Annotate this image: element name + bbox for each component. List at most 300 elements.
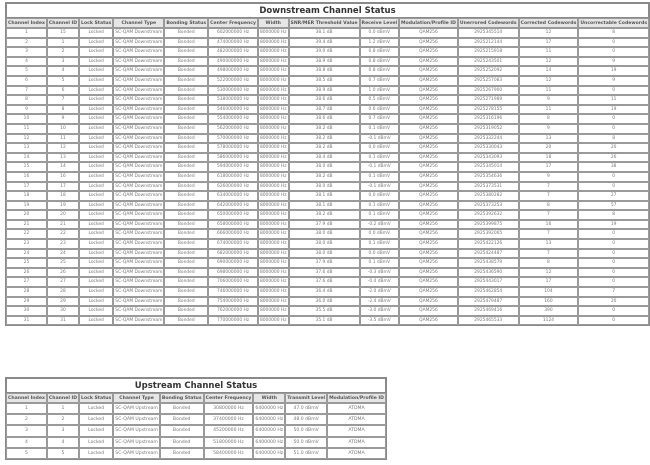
downstream-header-row bbox=[6, 18, 649, 28]
downstream-cell-channel-type: SC-QAM Downstream bbox=[113, 277, 164, 287]
downstream-cell-channel-type: SC-QAM Downstream bbox=[113, 316, 164, 326]
upstream-cell-center-frequency: 45200000 Hz bbox=[204, 425, 254, 436]
downstream-cell-uncorrectable-codewords: 0 bbox=[578, 239, 649, 249]
upstream-cell-transmit-level: 50.0 dBmV bbox=[285, 437, 327, 448]
downstream-cell-uncorrectable-codewords: 19 bbox=[578, 105, 649, 115]
downstream-cell-channel-id: 26 bbox=[47, 268, 79, 278]
downstream-cell-uncorrectable-codewords: 27 bbox=[578, 191, 649, 201]
upstream-cell-lock-status: Locked bbox=[79, 448, 113, 459]
downstream-cell-receive-level: 0.5 dBmV bbox=[360, 95, 400, 105]
downstream-cell-modulation-profile-id: QAM256 bbox=[399, 86, 458, 96]
downstream-cell-channel-type: SC-QAM Downstream bbox=[113, 201, 164, 211]
downstream-cell-corrected-codewords: 390 bbox=[519, 306, 579, 316]
upstream-cell-channel-type: SC-QAM Upstream bbox=[113, 448, 160, 459]
downstream-cell-lock-status: Locked bbox=[79, 105, 113, 115]
downstream-cell-receive-level: 0.8 dBmV bbox=[360, 47, 400, 57]
downstream-cell-receive-level: 0.1 dBmV bbox=[360, 239, 400, 249]
downstream-cell-unerrored-codewords: 2925271989 bbox=[458, 95, 519, 105]
downstream-cell-width: 8000000 Hz bbox=[258, 114, 289, 124]
downstream-column-header-receive-level: Receive Level bbox=[360, 18, 400, 28]
upstream-column-header-center-frequency: Center Frequency bbox=[204, 393, 254, 403]
downstream-cell-uncorrectable-codewords: 11 bbox=[578, 95, 649, 105]
downstream-cell-bonding-status: Bonded bbox=[164, 220, 208, 230]
upstream-cell-channel-type: SC-QAM Upstream bbox=[113, 414, 160, 425]
downstream-cell-uncorrectable-codewords: 0 bbox=[578, 124, 649, 134]
downstream-cell-channel-index: 12 bbox=[6, 134, 47, 144]
downstream-cell-uncorrectable-codewords: 8 bbox=[578, 134, 649, 144]
downstream-cell-width: 8000000 Hz bbox=[258, 86, 289, 96]
downstream-cell-center-frequency: 530000000 Hz bbox=[208, 86, 258, 96]
downstream-table-row bbox=[6, 182, 649, 192]
downstream-table-row bbox=[6, 287, 649, 297]
downstream-cell-snr-mer-threshold-value: 38.1 dB bbox=[289, 28, 360, 38]
downstream-cell-uncorrectable-codewords: 0 bbox=[578, 86, 649, 96]
downstream-cell-width: 8000000 Hz bbox=[258, 153, 289, 163]
downstream-cell-channel-id: 12 bbox=[47, 143, 79, 153]
downstream-cell-uncorrectable-codewords: 9 bbox=[578, 76, 649, 86]
downstream-table-row bbox=[6, 114, 649, 124]
downstream-cell-channel-type: SC-QAM Downstream bbox=[113, 153, 164, 163]
downstream-table-row bbox=[6, 47, 649, 57]
downstream-cell-snr-mer-threshold-value: 35.1 dB bbox=[289, 316, 360, 326]
upstream-table-row bbox=[6, 414, 386, 425]
upstream-cell-channel-id: 4 bbox=[47, 437, 79, 448]
downstream-cell-corrected-codewords: 13 bbox=[519, 239, 579, 249]
upstream-cell-bonding-status: Bonded bbox=[160, 425, 204, 436]
upstream-cell-channel-type: SC-QAM Upstream bbox=[113, 437, 160, 448]
downstream-cell-receive-level: 0.6 dBmV bbox=[360, 105, 400, 115]
downstream-cell-width: 8000000 Hz bbox=[258, 66, 289, 76]
downstream-cell-channel-id: 31 bbox=[47, 316, 79, 326]
downstream-cell-corrected-codewords: 7 bbox=[519, 210, 579, 220]
downstream-cell-lock-status: Locked bbox=[79, 95, 113, 105]
downstream-column-header-channel-index: Channel Index bbox=[6, 18, 47, 28]
downstream-cell-snr-mer-threshold-value: 36.0 dB bbox=[289, 297, 360, 307]
downstream-column-header-modulation-profile-id: Modulation/Profile ID bbox=[399, 18, 458, 28]
downstream-cell-channel-type: SC-QAM Downstream bbox=[113, 95, 164, 105]
downstream-cell-snr-mer-threshold-value: 38.7 dB bbox=[289, 105, 360, 115]
upstream-column-header-transmit-level: Transmit Level bbox=[285, 393, 327, 403]
downstream-cell-channel-index: 7 bbox=[6, 86, 47, 96]
downstream-cell-receive-level: 0.8 dBmV bbox=[360, 57, 400, 67]
downstream-cell-lock-status: Locked bbox=[79, 268, 113, 278]
downstream-cell-channel-id: 7 bbox=[47, 95, 79, 105]
upstream-column-header-modulation-profile-id: Modulation/Profile ID bbox=[327, 393, 386, 403]
downstream-cell-channel-type: SC-QAM Downstream bbox=[113, 57, 164, 67]
downstream-cell-center-frequency: 482000000 Hz bbox=[208, 47, 258, 57]
downstream-cell-unerrored-codewords: 2925330043 bbox=[458, 143, 519, 153]
downstream-cell-snr-mer-threshold-value: 38.6 dB bbox=[289, 114, 360, 124]
downstream-cell-lock-status: Locked bbox=[79, 258, 113, 268]
downstream-cell-bonding-status: Bonded bbox=[164, 124, 208, 134]
downstream-cell-channel-id: 5 bbox=[47, 76, 79, 86]
upstream-table-row bbox=[6, 448, 386, 459]
downstream-cell-center-frequency: 650000000 Hz bbox=[208, 210, 258, 220]
downstream-cell-lock-status: Locked bbox=[79, 249, 113, 259]
downstream-cell-unerrored-codewords: 2925319052 bbox=[458, 124, 519, 134]
downstream-cell-modulation-profile-id: QAM256 bbox=[399, 229, 458, 239]
downstream-cell-modulation-profile-id: QAM256 bbox=[399, 220, 458, 230]
downstream-cell-center-frequency: 666000000 Hz bbox=[208, 229, 258, 239]
downstream-cell-unerrored-codewords: 2925252092 bbox=[458, 66, 519, 76]
downstream-cell-modulation-profile-id: QAM256 bbox=[399, 258, 458, 268]
downstream-cell-center-frequency: 642000000 Hz bbox=[208, 201, 258, 211]
downstream-cell-channel-type: SC-QAM Downstream bbox=[113, 268, 164, 278]
downstream-cell-bonding-status: Bonded bbox=[164, 249, 208, 259]
downstream-cell-receive-level: 1.2 dBmV bbox=[360, 38, 400, 48]
downstream-table-row bbox=[6, 105, 649, 115]
downstream-cell-width: 8000000 Hz bbox=[258, 268, 289, 278]
downstream-cell-corrected-codewords: 7 bbox=[519, 249, 579, 259]
downstream-cell-corrected-codewords: 7 bbox=[519, 191, 579, 201]
downstream-cell-lock-status: Locked bbox=[79, 57, 113, 67]
downstream-cell-receive-level: 0.7 dBmV bbox=[360, 76, 400, 86]
downstream-cell-receive-level: 0.0 dBmV bbox=[360, 229, 400, 239]
downstream-cell-lock-status: Locked bbox=[79, 66, 113, 76]
downstream-cell-modulation-profile-id: QAM256 bbox=[399, 268, 458, 278]
downstream-cell-uncorrectable-codewords: 9 bbox=[578, 57, 649, 67]
upstream-cell-channel-id: 2 bbox=[47, 414, 79, 425]
downstream-table-row bbox=[6, 277, 649, 287]
downstream-cell-modulation-profile-id: QAM256 bbox=[399, 210, 458, 220]
downstream-cell-receive-level: -3.0 dBmV bbox=[360, 306, 400, 316]
downstream-cell-channel-id: 17 bbox=[47, 182, 79, 192]
downstream-cell-uncorrectable-codewords: 7 bbox=[578, 287, 649, 297]
downstream-cell-unerrored-codewords: 2925436590 bbox=[458, 268, 519, 278]
downstream-cell-channel-type: SC-QAM Downstream bbox=[113, 220, 164, 230]
downstream-cell-lock-status: Locked bbox=[79, 316, 113, 326]
upstream-cell-bonding-status: Bonded bbox=[160, 403, 204, 414]
downstream-cell-channel-index: 1 bbox=[6, 28, 47, 38]
downstream-table-row bbox=[6, 143, 649, 153]
downstream-column-header-lock-status: Lock Status bbox=[79, 18, 113, 28]
downstream-cell-width: 8000000 Hz bbox=[258, 172, 289, 182]
downstream-cell-snr-mer-threshold-value: 35.5 dB bbox=[289, 306, 360, 316]
downstream-cell-receive-level: 0.8 dBmV bbox=[360, 66, 400, 76]
downstream-cell-modulation-profile-id: QAM256 bbox=[399, 57, 458, 67]
downstream-cell-channel-index: 3 bbox=[6, 47, 47, 57]
downstream-cell-corrected-codewords: 7 bbox=[519, 229, 579, 239]
downstream-cell-uncorrectable-codewords: 26 bbox=[578, 153, 649, 163]
downstream-cell-channel-id: 9 bbox=[47, 114, 79, 124]
downstream-table-row bbox=[6, 258, 649, 268]
downstream-cell-uncorrectable-codewords: 0 bbox=[578, 182, 649, 192]
downstream-cell-channel-id: 3 bbox=[47, 57, 79, 67]
downstream-cell-channel-id: 1 bbox=[47, 38, 79, 48]
downstream-cell-channel-type: SC-QAM Downstream bbox=[113, 28, 164, 38]
downstream-cell-channel-index: 5 bbox=[6, 66, 47, 76]
downstream-cell-bonding-status: Bonded bbox=[164, 182, 208, 192]
downstream-cell-bonding-status: Bonded bbox=[164, 105, 208, 115]
downstream-cell-width: 8000000 Hz bbox=[258, 143, 289, 153]
downstream-cell-uncorrectable-codewords: 38 bbox=[578, 162, 649, 172]
downstream-cell-corrected-codewords: 8 bbox=[519, 201, 579, 211]
downstream-cell-channel-index: 18 bbox=[6, 191, 47, 201]
downstream-cell-bonding-status: Bonded bbox=[164, 86, 208, 96]
downstream-cell-snr-mer-threshold-value: 37.6 dB bbox=[289, 268, 360, 278]
downstream-cell-center-frequency: 562000000 Hz bbox=[208, 124, 258, 134]
downstream-cell-width: 8000000 Hz bbox=[258, 162, 289, 172]
downstream-table-row bbox=[6, 124, 649, 134]
downstream-cell-center-frequency: 658000000 Hz bbox=[208, 220, 258, 230]
downstream-cell-bonding-status: Bonded bbox=[164, 114, 208, 124]
downstream-cell-snr-mer-threshold-value: 38.8 dB bbox=[289, 66, 360, 76]
downstream-cell-bonding-status: Bonded bbox=[164, 162, 208, 172]
downstream-cell-uncorrectable-codewords: 20 bbox=[578, 143, 649, 153]
downstream-cell-modulation-profile-id: QAM256 bbox=[399, 306, 458, 316]
downstream-table-row bbox=[6, 28, 649, 38]
downstream-cell-corrected-codewords: 11 bbox=[519, 105, 579, 115]
downstream-cell-modulation-profile-id: QAM256 bbox=[399, 38, 458, 48]
downstream-cell-width: 8000000 Hz bbox=[258, 229, 289, 239]
downstream-column-header-unerrored-codewords: Unerrored Codewords bbox=[458, 18, 519, 28]
downstream-cell-corrected-codewords: 8 bbox=[519, 114, 579, 124]
downstream-cell-modulation-profile-id: QAM256 bbox=[399, 114, 458, 124]
downstream-cell-channel-id: 4 bbox=[47, 66, 79, 76]
downstream-cell-lock-status: Locked bbox=[79, 201, 113, 211]
downstream-cell-width: 8000000 Hz bbox=[258, 287, 289, 297]
downstream-cell-snr-mer-threshold-value: 38.0 dB bbox=[289, 162, 360, 172]
downstream-cell-corrected-codewords: 12 bbox=[519, 28, 579, 38]
downstream-cell-modulation-profile-id: QAM256 bbox=[399, 153, 458, 163]
downstream-cell-snr-mer-threshold-value: 38.0 dB bbox=[289, 182, 360, 192]
downstream-cell-channel-type: SC-QAM Downstream bbox=[113, 124, 164, 134]
downstream-cell-uncorrectable-codewords: 0 bbox=[578, 316, 649, 326]
downstream-cell-receive-level: -3.5 dBmV bbox=[360, 316, 400, 326]
downstream-cell-uncorrectable-codewords: 57 bbox=[578, 201, 649, 211]
downstream-table-row bbox=[6, 134, 649, 144]
downstream-cell-center-frequency: 690000000 Hz bbox=[208, 258, 258, 268]
upstream-cell-channel-index: 5 bbox=[6, 448, 47, 459]
downstream-cell-snr-mer-threshold-value: 38.1 dB bbox=[289, 201, 360, 211]
downstream-cell-unerrored-codewords: 2925373253 bbox=[458, 201, 519, 211]
downstream-cell-uncorrectable-codewords: 20 bbox=[578, 297, 649, 307]
downstream-cell-center-frequency: 490000000 Hz bbox=[208, 57, 258, 67]
downstream-cell-unerrored-codewords: 2925392065 bbox=[458, 229, 519, 239]
downstream-cell-channel-index: 23 bbox=[6, 239, 47, 249]
upstream-cell-lock-status: Locked bbox=[79, 403, 113, 414]
downstream-cell-lock-status: Locked bbox=[79, 143, 113, 153]
downstream-cell-unerrored-codewords: 2925316196 bbox=[458, 114, 519, 124]
downstream-cell-channel-type: SC-QAM Downstream bbox=[113, 114, 164, 124]
downstream-cell-width: 8000000 Hz bbox=[258, 277, 289, 287]
downstream-cell-snr-mer-threshold-value: 38.2 dB bbox=[289, 210, 360, 220]
downstream-cell-lock-status: Locked bbox=[79, 124, 113, 134]
downstream-cell-width: 8000000 Hz bbox=[258, 47, 289, 57]
downstream-table-row bbox=[6, 239, 649, 249]
downstream-cell-width: 8000000 Hz bbox=[258, 38, 289, 48]
downstream-cell-corrected-codewords: 12 bbox=[519, 268, 579, 278]
downstream-cell-width: 8000000 Hz bbox=[258, 28, 289, 38]
downstream-cell-channel-id: 30 bbox=[47, 306, 79, 316]
downstream-table-row bbox=[6, 162, 649, 172]
downstream-cell-channel-index: 25 bbox=[6, 258, 47, 268]
downstream-cell-channel-id: 21 bbox=[47, 220, 79, 230]
downstream-table-row bbox=[6, 76, 649, 86]
downstream-cell-center-frequency: 538000000 Hz bbox=[208, 95, 258, 105]
downstream-cell-uncorrectable-codewords: 0 bbox=[578, 258, 649, 268]
upstream-cell-modulation-profile-id: ATDMA bbox=[327, 425, 386, 436]
upstream-cell-channel-id: 1 bbox=[47, 403, 79, 414]
upstream-cell-transmit-level: 48.0 dBmV bbox=[285, 414, 327, 425]
downstream-cell-channel-id: 15 bbox=[47, 28, 79, 38]
downstream-cell-modulation-profile-id: QAM256 bbox=[399, 143, 458, 153]
downstream-cell-unerrored-codewords: 2925345514 bbox=[458, 28, 519, 38]
downstream-cell-channel-type: SC-QAM Downstream bbox=[113, 162, 164, 172]
downstream-cell-bonding-status: Bonded bbox=[164, 143, 208, 153]
downstream-cell-lock-status: Locked bbox=[79, 210, 113, 220]
downstream-cell-width: 8000000 Hz bbox=[258, 124, 289, 134]
downstream-cell-channel-type: SC-QAM Downstream bbox=[113, 66, 164, 76]
downstream-cell-width: 8000000 Hz bbox=[258, 210, 289, 220]
downstream-cell-channel-id: 2 bbox=[47, 47, 79, 57]
downstream-table-row bbox=[6, 172, 649, 182]
downstream-cell-channel-index: 31 bbox=[6, 316, 47, 326]
downstream-cell-snr-mer-threshold-value: 38.6 dB bbox=[289, 95, 360, 105]
downstream-cell-snr-mer-threshold-value: 37.9 dB bbox=[289, 220, 360, 230]
downstream-cell-center-frequency: 618000000 Hz bbox=[208, 172, 258, 182]
downstream-cell-receive-level: 0.0 dBmV bbox=[360, 28, 400, 38]
downstream-cell-snr-mer-threshold-value: 38.2 dB bbox=[289, 172, 360, 182]
downstream-cell-channel-type: SC-QAM Downstream bbox=[113, 38, 164, 48]
downstream-cell-center-frequency: 626000000 Hz bbox=[208, 182, 258, 192]
downstream-cell-bonding-status: Bonded bbox=[164, 76, 208, 86]
downstream-title: Downstream Channel Status bbox=[6, 3, 649, 18]
downstream-cell-corrected-codewords: 7 bbox=[519, 182, 579, 192]
upstream-column-header-channel-index: Channel Index bbox=[6, 393, 47, 403]
downstream-cell-receive-level: 0.1 dBmV bbox=[360, 153, 400, 163]
downstream-table-row bbox=[6, 220, 649, 230]
downstream-cell-channel-id: 27 bbox=[47, 277, 79, 287]
downstream-cell-bonding-status: Bonded bbox=[164, 297, 208, 307]
downstream-cell-unerrored-codewords: 2925443017 bbox=[458, 277, 519, 287]
downstream-cell-center-frequency: 746000000 Hz bbox=[208, 287, 258, 297]
downstream-cell-channel-type: SC-QAM Downstream bbox=[113, 249, 164, 259]
downstream-cell-channel-id: 8 bbox=[47, 105, 79, 115]
downstream-cell-width: 8000000 Hz bbox=[258, 76, 289, 86]
downstream-cell-snr-mer-threshold-value: 38.0 dB bbox=[289, 229, 360, 239]
downstream-cell-bonding-status: Bonded bbox=[164, 277, 208, 287]
downstream-cell-modulation-profile-id: QAM256 bbox=[399, 191, 458, 201]
downstream-cell-modulation-profile-id: QAM256 bbox=[399, 134, 458, 144]
downstream-cell-unerrored-codewords: 2925354636 bbox=[458, 172, 519, 182]
downstream-cell-receive-level: -0.1 dBmV bbox=[360, 134, 400, 144]
downstream-cell-center-frequency: 546000000 Hz bbox=[208, 105, 258, 115]
downstream-table-row bbox=[6, 249, 649, 259]
downstream-cell-snr-mer-threshold-value: 38.5 dB bbox=[289, 76, 360, 86]
downstream-cell-receive-level: 0.1 dBmV bbox=[360, 201, 400, 211]
downstream-table-row bbox=[6, 86, 649, 96]
downstream-cell-channel-type: SC-QAM Downstream bbox=[113, 182, 164, 192]
downstream-cell-receive-level: 0.1 dBmV bbox=[360, 210, 400, 220]
downstream-cell-unerrored-codewords: 2925373531 bbox=[458, 182, 519, 192]
downstream-cell-lock-status: Locked bbox=[79, 114, 113, 124]
downstream-cell-uncorrectable-codewords: 0 bbox=[578, 38, 649, 48]
downstream-cell-lock-status: Locked bbox=[79, 239, 113, 249]
downstream-cell-lock-status: Locked bbox=[79, 38, 113, 48]
downstream-cell-lock-status: Locked bbox=[79, 306, 113, 316]
downstream-cell-receive-level: -0.3 dBmV bbox=[360, 268, 400, 278]
downstream-cell-channel-index: 21 bbox=[6, 220, 47, 230]
downstream-cell-bonding-status: Bonded bbox=[164, 95, 208, 105]
downstream-column-header-width: Width bbox=[258, 18, 289, 28]
downstream-cell-snr-mer-threshold-value: 38.0 dB bbox=[289, 249, 360, 259]
downstream-cell-channel-id: 6 bbox=[47, 86, 79, 96]
downstream-cell-width: 8000000 Hz bbox=[258, 182, 289, 192]
downstream-cell-receive-level: 0.0 dBmV bbox=[360, 249, 400, 259]
upstream-channel-table bbox=[5, 377, 387, 460]
upstream-cell-width: 6400000 Hz bbox=[253, 403, 285, 414]
downstream-cell-modulation-profile-id: QAM256 bbox=[399, 249, 458, 259]
downstream-cell-lock-status: Locked bbox=[79, 297, 113, 307]
downstream-cell-bonding-status: Bonded bbox=[164, 239, 208, 249]
upstream-cell-channel-type: SC-QAM Upstream bbox=[113, 425, 160, 436]
downstream-cell-channel-index: 19 bbox=[6, 201, 47, 211]
downstream-cell-corrected-codewords: 18 bbox=[519, 153, 579, 163]
downstream-cell-center-frequency: 474000000 Hz bbox=[208, 38, 258, 48]
downstream-cell-center-frequency: 498000000 Hz bbox=[208, 66, 258, 76]
downstream-cell-channel-id: 18 bbox=[47, 191, 79, 201]
downstream-cell-channel-id: 24 bbox=[47, 249, 79, 259]
downstream-cell-center-frequency: 634000000 Hz bbox=[208, 191, 258, 201]
downstream-table-body bbox=[6, 28, 649, 325]
downstream-cell-width: 8000000 Hz bbox=[258, 201, 289, 211]
downstream-cell-uncorrectable-codewords: 0 bbox=[578, 47, 649, 57]
downstream-cell-width: 8000000 Hz bbox=[258, 258, 289, 268]
downstream-cell-unerrored-codewords: 2925343093 bbox=[458, 153, 519, 163]
downstream-cell-center-frequency: 698000000 Hz bbox=[208, 268, 258, 278]
downstream-table-row bbox=[6, 201, 649, 211]
downstream-cell-uncorrectable-codewords: 19 bbox=[578, 66, 649, 76]
downstream-cell-unerrored-codewords: 2925399875 bbox=[458, 220, 519, 230]
downstream-cell-receive-level: -0.1 dBmV bbox=[360, 162, 400, 172]
downstream-cell-receive-level: 0.7 dBmV bbox=[360, 114, 400, 124]
downstream-cell-snr-mer-threshold-value: 38.2 dB bbox=[289, 134, 360, 144]
downstream-cell-channel-index: 24 bbox=[6, 249, 47, 259]
upstream-cell-width: 6400000 Hz bbox=[253, 437, 285, 448]
upstream-table-row bbox=[6, 437, 386, 448]
downstream-cell-uncorrectable-codewords: 8 bbox=[578, 28, 649, 38]
upstream-column-header-channel-type: Channel Type bbox=[113, 393, 160, 403]
downstream-cell-center-frequency: 570000000 Hz bbox=[208, 134, 258, 144]
upstream-cell-bonding-status: Bonded bbox=[160, 448, 204, 459]
downstream-cell-modulation-profile-id: QAM256 bbox=[399, 76, 458, 86]
downstream-cell-channel-type: SC-QAM Downstream bbox=[113, 105, 164, 115]
downstream-cell-channel-index: 20 bbox=[6, 210, 47, 220]
downstream-cell-snr-mer-threshold-value: 38.2 dB bbox=[289, 143, 360, 153]
downstream-cell-channel-type: SC-QAM Downstream bbox=[113, 306, 164, 316]
downstream-column-header-channel-type: Channel Type bbox=[113, 18, 164, 28]
upstream-column-header-channel-id: Channel ID bbox=[47, 393, 79, 403]
upstream-header-row bbox=[6, 393, 386, 403]
downstream-cell-lock-status: Locked bbox=[79, 162, 113, 172]
downstream-cell-channel-index: 4 bbox=[6, 57, 47, 67]
downstream-cell-channel-index: 29 bbox=[6, 297, 47, 307]
downstream-table-row bbox=[6, 306, 649, 316]
downstream-channel-table bbox=[5, 2, 650, 326]
upstream-cell-channel-index: 2 bbox=[6, 414, 47, 425]
downstream-cell-corrected-codewords: 8 bbox=[519, 258, 579, 268]
downstream-column-header-bonding-status: Bonding Status bbox=[164, 18, 208, 28]
downstream-table-row bbox=[6, 229, 649, 239]
downstream-cell-uncorrectable-codewords: 0 bbox=[578, 114, 649, 124]
downstream-cell-width: 8000000 Hz bbox=[258, 95, 289, 105]
downstream-cell-bonding-status: Bonded bbox=[164, 258, 208, 268]
upstream-cell-center-frequency: 30800000 Hz bbox=[204, 403, 254, 414]
upstream-cell-channel-type: SC-QAM Upstream bbox=[113, 403, 160, 414]
downstream-cell-channel-id: 25 bbox=[47, 258, 79, 268]
upstream-column-header-bonding-status: Bonding Status bbox=[160, 393, 204, 403]
